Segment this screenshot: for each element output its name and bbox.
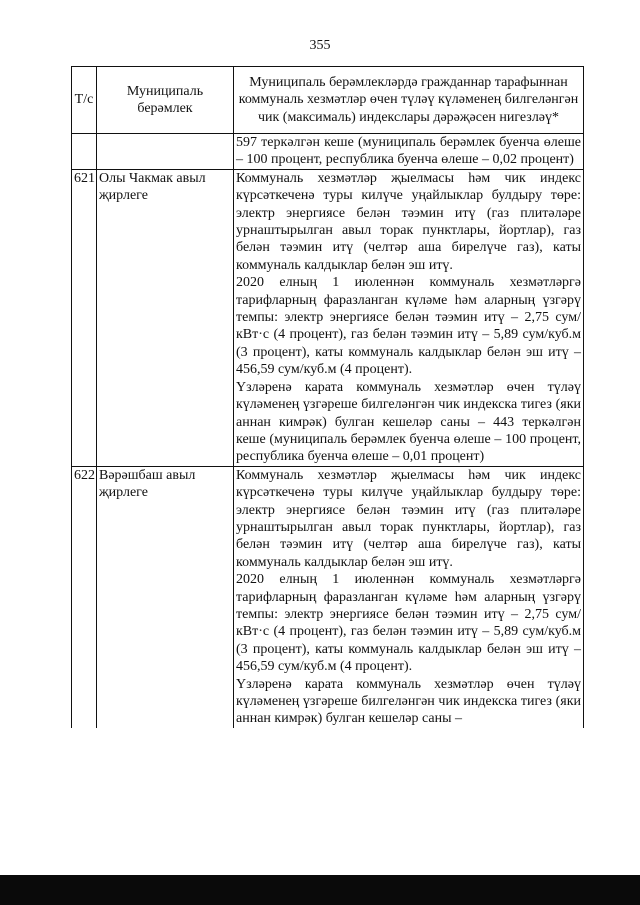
table-row-621 xyxy=(72,169,584,466)
continuation-municipality-cell xyxy=(97,134,234,170)
paragraph-tariffs: 2020 елның 1 июленнән коммуналь хезмәтләргә тарифларның фаразланган күләме һәм аларның үзгәрү темпы: электр энергиясе белән тәэмин итү – 2,75 сум/кВт·с (4 процент), газ белән тәэмин итү – 5,89 сум/куб.м (3 процент), каты коммуналь калдыклар белән эш итү – 456,59 сум/куб.м (4 процент). xyxy=(236,572,581,675)
row-num: 621 xyxy=(72,169,97,466)
table-header-row xyxy=(72,67,584,134)
header-description: Муниципаль берәмлекләрдә гражданнар тарафыннан коммуналь хезмәтләр өчен түләү күләменең билгеләнгән чик (максималь) индекслары дәрәҗәсен нигезләү* xyxy=(234,67,584,134)
paragraph-population: Үзләренә карата коммуналь хезмәтләр өчен түләү күләменең үзгәреше билгеләнгән чик индекска тигез (яки аннан кимрәк) булган кешеләр саны – 443 теркәлгән кеше (муниципаль берәмлек буенча өлеше – 100 процент, республика буенча өлеше – 0,01 процент) xyxy=(236,379,581,465)
paragraph-service-types: Коммуналь хезмәтләр җыелмасы һәм чик индекс күрсәткеченә туры килүче уңайлыклар булдыру төре: электр энергиясе белән тәэмин итү (газ плитәләре урнаштырылган авыл торак пунктлары, йортлар), газ белән тәэмин итү (челтәр аша бирелүче газ), каты коммуналь калдыклар белән эш итү. xyxy=(236,467,581,570)
row-num: 622 xyxy=(72,466,97,728)
paragraph-population: Үзләренә карата коммуналь хезмәтләр өчен түләү күләменең үзгәреше билгеләнгән чик индекска тигез (яки аннан кимрәк) булган кешеләр саны – xyxy=(236,676,581,727)
row-description xyxy=(234,169,584,466)
scan-edge-band xyxy=(0,875,640,905)
page-number: 355 xyxy=(309,38,331,53)
paragraph-tariffs: 2020 елның 1 июленнән коммуналь хезмәтләргә тарифларның фаразланган күләме һәм аларның үзгәрү темпы: электр энергиясе белән тәэмин итү – 2,75 сум/кВт·с (4 процент), газ белән тәэмин итү – 5,89 сум/куб.м (3 процент), каты коммуналь калдыклар белән эш итү – 456,59 сум/куб.м (4 процент). xyxy=(236,275,581,378)
continuation-num-cell xyxy=(72,134,97,170)
row-municipality: Олы Чакмак авыл җирлеге xyxy=(97,169,234,466)
row-description xyxy=(234,466,584,728)
limit-index-table xyxy=(71,66,584,728)
continuation-text-cell xyxy=(234,134,584,170)
table-row-622 xyxy=(72,466,584,728)
header-municipality: Муниципаль берәмлек xyxy=(97,67,234,134)
continuation-paragraph: 597 теркәлгән кеше (муниципаль берәмлек буенча өлеше – 100 процент, республика буенча өлеше – 0,02 процент) xyxy=(236,135,581,168)
continuation-row xyxy=(72,134,584,170)
row-municipality: Вәрәшбаш авыл җирлеге xyxy=(97,466,234,728)
paragraph-service-types: Коммуналь хезмәтләр җыелмасы һәм чик индекс күрсәткеченә туры килүче уңайлыклар булдыру төре: электр энергиясе белән тәэмин итү (газ плитәләре урнаштырылган авыл торак пунктлары, йортлар), газ белән тәэмин итү (челтәр аша бирелүче газ), каты коммуналь калдыклар белән эш итү. xyxy=(236,170,581,273)
header-num: Т/с xyxy=(72,67,97,134)
